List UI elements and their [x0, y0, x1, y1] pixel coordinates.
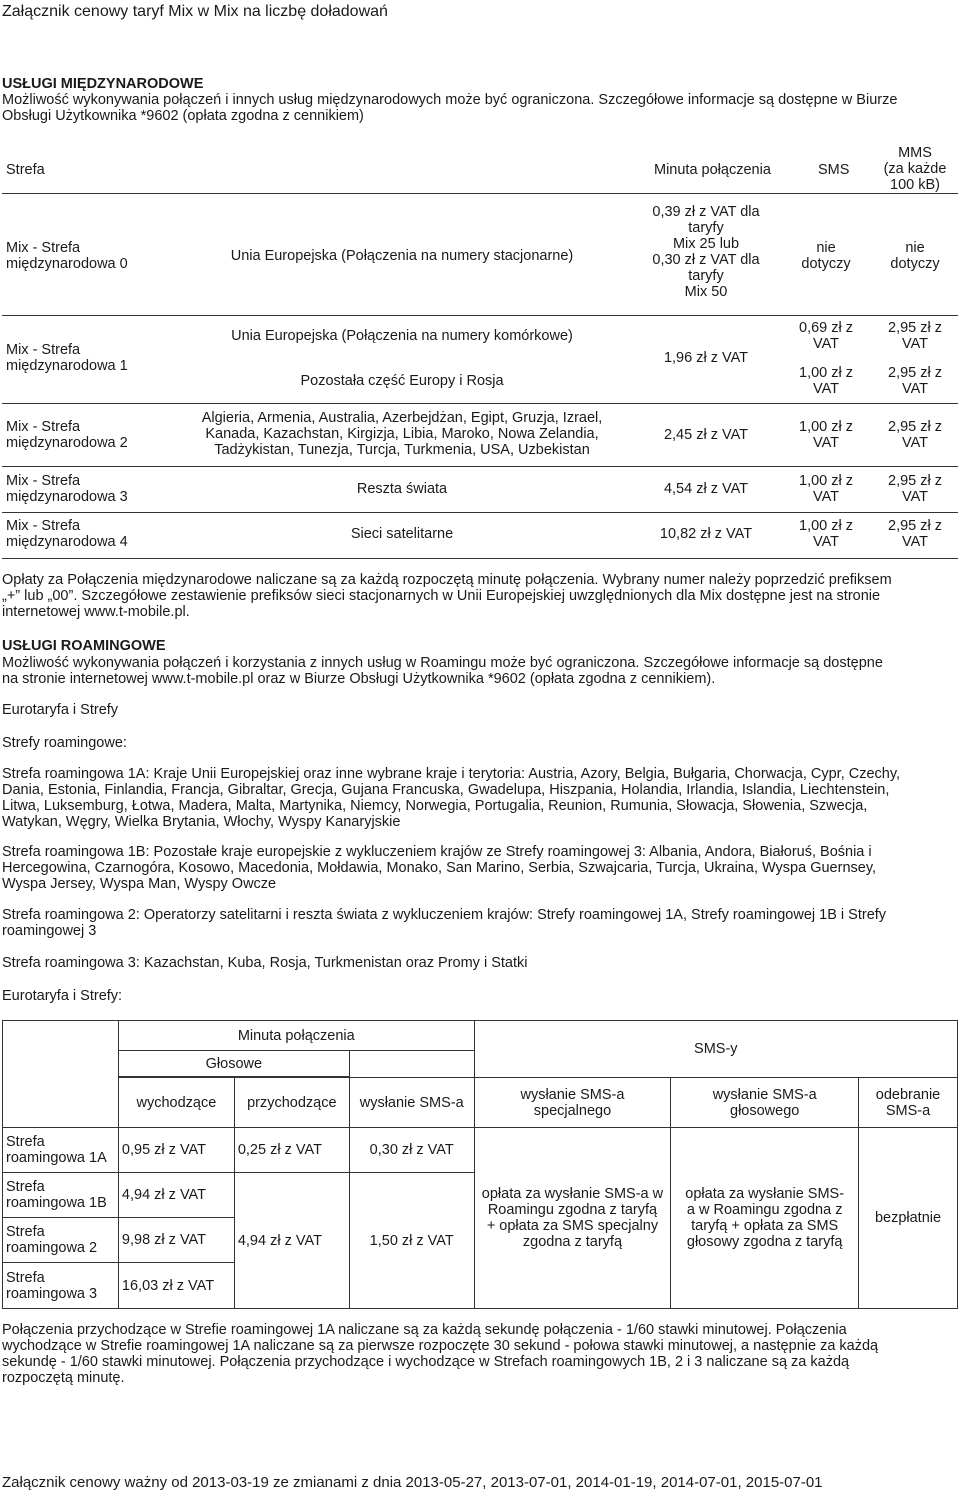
header-line: wysłanie SMS-a	[520, 1086, 625, 1103]
voice-sms-fee	[671, 1128, 859, 1309]
zone-line: Strefa	[6, 1134, 45, 1150]
zone-line: roamingowa 3	[6, 1285, 98, 1302]
mms-line: VAT	[901, 435, 929, 451]
zone-3-description: Strefa roamingowa 3: Kazachstan, Kuba, Rosja, Turkmenistan oraz Promy i Statki	[2, 955, 528, 971]
sms-line: 0,69 zł z	[799, 320, 853, 336]
sms-cell	[782, 419, 870, 451]
sms-line: VAT	[812, 534, 840, 550]
table-rule	[2, 512, 958, 513]
zone-line: roamingowa 1B	[6, 1195, 107, 1211]
sms-line: 1,00 zł z	[799, 518, 853, 534]
sms-line: dotyczy	[801, 256, 851, 272]
mms-header-line: MMS	[898, 145, 932, 161]
header-special-sms	[474, 1078, 671, 1128]
header-line: odebranie	[875, 1086, 941, 1103]
zone-line: Mix - Strefa	[6, 473, 81, 489]
special-sms-fee	[474, 1128, 671, 1309]
region-cell	[176, 410, 628, 458]
price-cell: 10,82 zł z VAT	[659, 526, 753, 542]
note-line: Połączenia przychodzące w Strefie roamingowej 1A naliczane są za każdą sekundę połączenia - 1/60 stawki minutowej. Połączenia	[2, 1322, 847, 1338]
zone-cell	[3, 1263, 119, 1309]
header-line: SMS-a	[885, 1102, 931, 1119]
sms-price: 1,50 zł z VAT	[349, 1173, 474, 1309]
table-rule	[2, 193, 958, 194]
empty-cell	[349, 1051, 474, 1078]
fee-line: Roamingu zgodna z taryfą	[487, 1202, 658, 1218]
zone-2-description	[2, 907, 956, 939]
roaming-intro	[2, 655, 956, 687]
price-line: Mix 25 lub	[672, 236, 740, 252]
col-header-zone: Strefa	[6, 162, 45, 178]
sms-line: VAT	[812, 381, 840, 397]
zone-desc-line: Hercegowina, Czarnogóra, Kosowo, Macedonia, Mołdawia, Monako, San Marino, Serbia, Szwajcaria, Turcja, Ukraina, Wyspa Guernsey,	[2, 860, 877, 876]
sms-line: VAT	[812, 435, 840, 451]
roaming-intro-line: Możliwość wykonywania połączeń i korzystania z innych usług w Roamingu może być ograniczona. Szczegółowe informacje są dostępne	[2, 655, 883, 671]
price-cell: 2,45 zł z VAT	[663, 427, 749, 443]
fee-line: a w Roamingu zgodna z	[686, 1202, 843, 1218]
header-line: specjalnego	[533, 1102, 612, 1119]
header-minute: Minuta połączenia	[118, 1021, 474, 1051]
note-line: wychodzące w Strefie roamingowej 1A naliczane są za pierwsze rozpoczęte 30 sekund - połowa stawki minutowej, a następnie za każdą	[2, 1338, 879, 1354]
price-cell	[632, 204, 780, 300]
outgoing-price: 9,98 zł z VAT	[118, 1218, 234, 1263]
zone-line: roamingowa 1A	[6, 1150, 107, 1166]
zone-line: międzynarodowa 2	[6, 435, 128, 451]
region-line: Kanada, Kazachstan, Kirgizja, Libia, Maroko, Nowa Zelandia,	[205, 426, 599, 442]
intl-note-line: „+” lub „00”. Szczegółowe zestawienie prefiksów sieci stacjonarnych w Unii Europejskiej uwzględnionych dla Mix dostępne jest na stronie	[2, 588, 881, 604]
note-line: rozpoczętą minutę.	[2, 1370, 125, 1386]
strefy-label: Strefy roamingowe:	[2, 735, 127, 751]
sms-line: nie	[816, 240, 836, 256]
header-outgoing: wychodzące	[118, 1078, 234, 1128]
mms-line: 2,95 zł z	[888, 365, 942, 381]
zone-1a-description	[2, 766, 956, 830]
fee-line: opłata za wysłanie SMS-a w	[481, 1186, 664, 1202]
intl-note	[2, 572, 956, 620]
region-line: Algieria, Armenia, Australia, Azerbejdżan, Egipt, Gruzja, Izrael,	[201, 410, 603, 426]
footer-text: Załącznik cenowy ważny od 2013-03-19 ze zmianami z dnia 2013-05-27, 2013-07-01, 2014-01-19, 2014-07-01, 2015-07-01	[2, 1474, 823, 1491]
mms-header-line: 100 kB)	[890, 177, 940, 193]
incoming-price: 4,94 zł z VAT	[234, 1173, 349, 1309]
zone-line: Mix - Strefa	[6, 518, 81, 534]
zone-line: międzynarodowa 4	[6, 534, 128, 550]
empty-corner	[3, 1021, 119, 1128]
roaming-intro-line: na stronie internetowej www.t-mobile.pl oraz w Biurze Obsługi Użytkownika *9602 (opłata zgodna z cennikiem).	[2, 671, 716, 687]
zone-desc-line: Dania, Estonia, Finlandia, Francja, Gibraltar, Grecja, Gujana Francuska, Gwadelupa, Hiszpania, Holandia, Irlandia, Islandia, Liechtenstein,	[2, 782, 890, 798]
sms-cell	[782, 518, 870, 550]
zone-line: międzynarodowa 1	[6, 358, 128, 374]
col-header-mms	[872, 145, 958, 193]
roaming-note	[2, 1322, 956, 1386]
zone-line: Strefa	[6, 1179, 45, 1195]
mms-line: VAT	[901, 534, 929, 550]
sms-cell	[782, 240, 870, 272]
intl-intro	[2, 92, 956, 124]
header-incoming: przychodzące	[234, 1078, 349, 1128]
note-line: sekundę - 1/60 stawki minutowej. Połączenia przychodzące i wychodzące w Strefach roamingowych 1B, 2 i 3 naliczane są za każdą	[2, 1354, 850, 1370]
sms-line: 1,00 zł z	[799, 419, 853, 435]
header-smsy: SMS-y	[474, 1021, 957, 1078]
region-cell: Pozostała część Europy i Rosja	[300, 373, 504, 389]
region-cell: Sieci satelitarne	[350, 526, 454, 542]
fee-line: opłata za wysłanie SMS-	[685, 1186, 845, 1202]
zone-cell	[6, 342, 128, 374]
fee-line: + opłata za SMS specjalny	[486, 1218, 659, 1234]
zone-cell	[6, 518, 128, 550]
header-receive-sms	[859, 1078, 958, 1128]
mms-header-line: (za każde	[883, 161, 947, 177]
price-line: 0,30 zł z VAT dla	[652, 252, 760, 268]
mms-line: 2,95 zł z	[888, 320, 942, 336]
zone-line: Mix - Strefa	[6, 419, 81, 435]
region-line: Tadżykistan, Tunezja, Turcja, Turkmenia, USA, Uzbekistan	[214, 442, 590, 458]
receive-sms-fee: bezpłatnie	[859, 1128, 958, 1309]
mms-cell	[872, 518, 958, 550]
fee-line: taryfą + opłata za SMS	[691, 1218, 839, 1234]
zone-cell	[6, 419, 128, 451]
zone-line: międzynarodowa 0	[6, 256, 128, 272]
outgoing-price: 0,95 zł z VAT	[118, 1128, 234, 1173]
zone-desc-line: Strefa roamingowa 2: Operatorzy satelitarni i reszta świata z wykluczeniem krajów: Strefy roamingowej 1A, Strefy roamingowej 1B i Strefy	[2, 907, 887, 923]
zone-desc-line: Watykan, Węgry, Wielka Brytania, Włochy, Wyspy Kanaryjskie	[2, 814, 401, 830]
roaming-table-label: Eurotaryfa i Strefy:	[2, 988, 123, 1004]
header-line: głosowego	[730, 1102, 800, 1119]
price-line: Mix 50	[684, 284, 728, 300]
eurotaryfa-label: Eurotaryfa i Strefy	[2, 702, 119, 718]
price-line: taryfy	[688, 268, 724, 284]
region-cell: Reszta świata	[356, 481, 448, 497]
sms-cell	[782, 473, 870, 505]
mms-cell	[872, 240, 958, 272]
outgoing-price: 16,03 zł z VAT	[118, 1263, 234, 1309]
price-cell: 4,54 zł z VAT	[663, 481, 749, 497]
region-cell: Unia Europejska (Połączenia na numery komórkowe)	[231, 328, 573, 344]
zone-line: roamingowa 2	[6, 1240, 98, 1256]
mms-line: VAT	[901, 489, 929, 505]
sms-cell	[782, 365, 870, 397]
col-header-minute: Minuta połączenia	[654, 162, 771, 178]
mms-line: 2,95 zł z	[888, 518, 942, 534]
zone-line: międzynarodowa 3	[6, 489, 128, 505]
zone-cell	[3, 1173, 119, 1218]
roaming-table	[2, 1020, 958, 1309]
incoming-price: 0,25 zł z VAT	[234, 1128, 349, 1173]
zone-desc-line: Litwa, Luksemburg, Łotwa, Madera, Malta, Martynika, Niemcy, Norwegia, Portugalia, Reunion, Rumunia, Słowacja, Słowenia, Szwecja,	[2, 798, 868, 814]
roaming-heading: USŁUGI ROAMINGOWE	[2, 638, 166, 654]
fee-line: zgodna z taryfą	[522, 1234, 623, 1250]
sms-cell	[782, 320, 870, 352]
table-rule	[2, 403, 958, 404]
fee-line: głosowy zgodna z taryfą	[686, 1234, 843, 1250]
intl-note-line: internetowej www.t-mobile.pl.	[2, 604, 190, 620]
zone-cell	[3, 1128, 119, 1173]
zone-desc-line: Wyspa Jersey, Wyspa Man, Wyspy Owcze	[2, 876, 277, 892]
page-title: Załącznik cenowy taryf Mix w Mix na liczbę doładowań	[2, 3, 388, 20]
mms-cell	[872, 365, 958, 397]
price-line: taryfy	[688, 220, 724, 236]
mms-line: 2,95 zł z	[888, 473, 942, 489]
zone-desc-line: Strefa roamingowa 1A: Kraje Unii Europejskiej oraz inne wybrane kraje i terytoria: Austria, Azory, Belgia, Bułgaria, Chorwacja, Cypr, Czechy,	[2, 766, 901, 782]
zone-cell	[3, 1218, 119, 1263]
mms-line: nie	[905, 240, 925, 256]
mms-cell	[872, 320, 958, 352]
zone-desc-line: Strefa roamingowa 1B: Pozostałe kraje europejskie z wykluczeniem krajów ze Strefy roamingowej 3: Albania, Andora, Białoruś, Bośnia i	[2, 844, 872, 860]
zone-desc-line: roamingowej 3	[2, 923, 97, 939]
region-cell: Unia Europejska (Połączenia na numery stacjonarne)	[230, 248, 574, 264]
outgoing-price: 4,94 zł z VAT	[118, 1173, 234, 1218]
zone-line: Strefa	[6, 1269, 45, 1286]
table-rule	[2, 466, 958, 467]
intl-note-line: Opłaty za Połączenia międzynarodowe naliczane są za każdą rozpoczętą minutę połączenia. Wybrany numer należy poprzedzić prefiksem	[2, 572, 892, 588]
price-line: 0,39 zł z VAT dla	[652, 204, 760, 220]
zone-line: Mix - Strefa	[6, 240, 81, 256]
mms-line: dotyczy	[890, 256, 940, 272]
sms-line: VAT	[812, 336, 840, 352]
mms-cell	[872, 419, 958, 451]
zone-line: Strefa	[6, 1224, 45, 1240]
sms-line: VAT	[812, 489, 840, 505]
intl-intro-line-2: Obsługi Użytkownika *9602 (opłata zgodna z cennikiem)	[2, 108, 364, 124]
table-rule	[2, 315, 958, 316]
sms-price: 0,30 zł z VAT	[349, 1128, 474, 1173]
intl-intro-line-1: Możliwość wykonywania połączeń i innych usług międzynarodowych może być ograniczona. Szczegółowe informacje są dostępne w Biurze	[2, 92, 898, 108]
mms-line: VAT	[901, 381, 929, 397]
zone-line: Mix - Strefa	[6, 342, 81, 358]
header-sms-send: wysłanie SMS-a	[349, 1078, 474, 1128]
table-rule	[2, 558, 958, 559]
zone-1b-description	[2, 844, 956, 892]
header-line: wysłanie SMS-a	[712, 1086, 817, 1103]
price-cell: 1,96 zł z VAT	[663, 350, 749, 366]
mms-cell	[872, 473, 958, 505]
intl-heading: USŁUGI MIĘDZYNARODOWE	[2, 76, 204, 92]
mms-line: 2,95 zł z	[888, 419, 942, 435]
header-voice-sms	[671, 1078, 859, 1128]
mms-line: VAT	[901, 336, 929, 352]
sms-line: 1,00 zł z	[799, 365, 853, 381]
zone-cell	[6, 240, 128, 272]
sms-line: 1,00 zł z	[799, 473, 853, 489]
col-header-sms: SMS	[818, 162, 850, 178]
zone-cell	[6, 473, 128, 505]
header-voice: Głosowe	[118, 1051, 349, 1077]
